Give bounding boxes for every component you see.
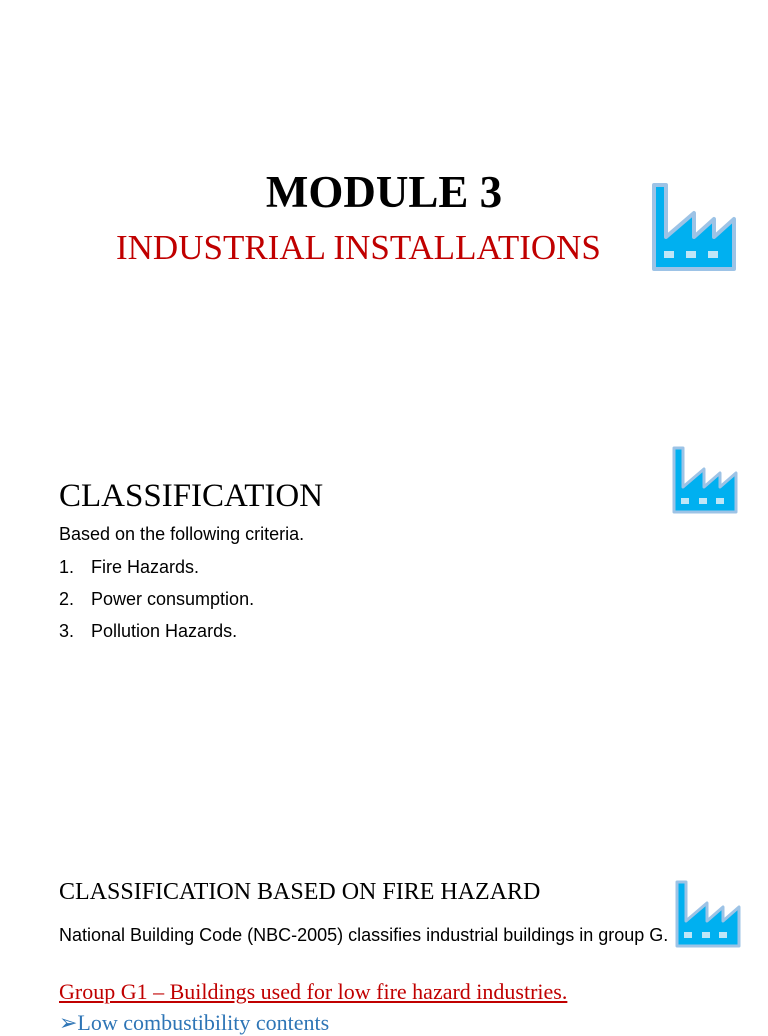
- group-g1-line: Group G1 – Buildings used for low fire hazard industries.: [59, 979, 568, 1004]
- classification-heading: CLASSIFICATION: [59, 478, 324, 514]
- fire-hazard-heading: CLASSIFICATION BASED ON FIRE HAZARD: [59, 879, 541, 905]
- module-title: MODULE 3: [265, 167, 503, 217]
- factory-icon: [672, 878, 744, 950]
- list-number: 2.: [59, 589, 75, 609]
- list-number: 1.: [59, 557, 75, 577]
- nbc-paragraph: National Building Code (NBC-2005) classifies industrial buildings in group G.: [59, 925, 669, 945]
- list-number: 3.: [59, 621, 75, 641]
- bullet-low-combustibility: ➢Low combustibility contents: [59, 1010, 330, 1035]
- list-item-pollution-hazards: Pollution Hazards.: [91, 621, 238, 641]
- module-subtitle: INDUSTRIAL INSTALLATIONS: [116, 228, 601, 267]
- list-item-fire-hazards: Fire Hazards.: [91, 557, 200, 577]
- criteria-intro: Based on the following criteria.: [59, 524, 305, 544]
- factory-icon: [648, 181, 740, 273]
- factory-icon: [669, 444, 741, 516]
- list-item-power-consumption: Power consumption.: [91, 589, 255, 609]
